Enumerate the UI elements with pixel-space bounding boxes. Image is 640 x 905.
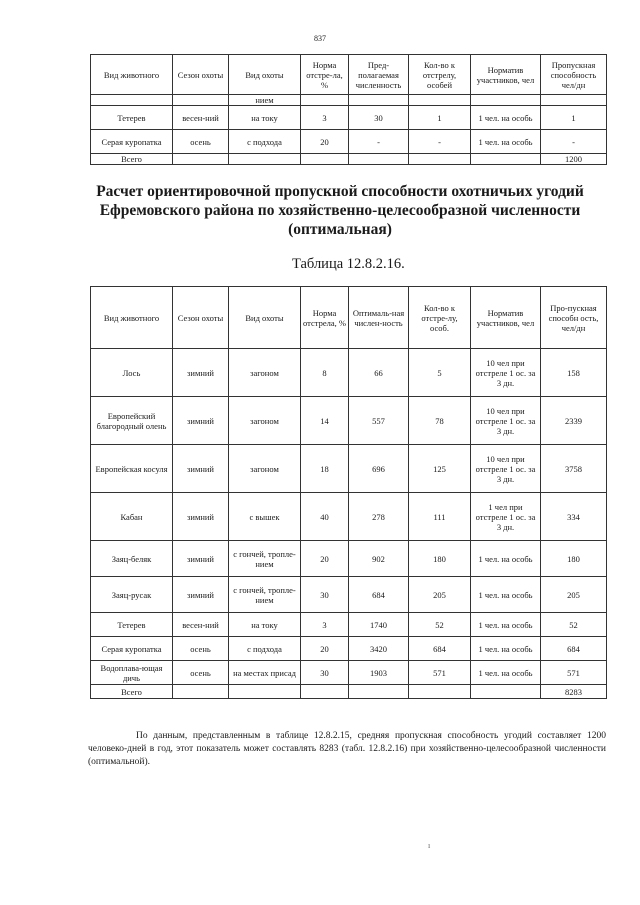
- t2-cell: на току: [229, 613, 301, 637]
- t2-total-label: Всего: [91, 685, 173, 699]
- table-row: [91, 493, 607, 541]
- t2-cell: 14: [301, 397, 349, 445]
- t2-cell: 78: [409, 397, 471, 445]
- t2-cell: Заяц-русак: [91, 577, 173, 613]
- empty-cell: [229, 685, 301, 699]
- t2-cell: Тетерев: [91, 613, 173, 637]
- t1-cell: 1 чел. на особь: [471, 106, 541, 130]
- empty-cell: [229, 154, 301, 165]
- t2-cell: зимний: [173, 493, 229, 541]
- t1-header-cell: Кол-во к отстрелу, особей: [409, 55, 471, 95]
- empty-cell: [409, 154, 471, 165]
- t1-cell: 3: [301, 106, 349, 130]
- t1-header-cell: Норма отстре-ла, %: [301, 55, 349, 95]
- t2-cell: 902: [349, 541, 409, 577]
- section-heading: Расчет ориентировочной пропускной способности охотничьих угодий Ефремовского района по хозяйственно-целесообразной численности (оптимальная): [96, 183, 584, 238]
- t2-cell: 3: [301, 613, 349, 637]
- t2-total-value: 8283: [541, 685, 607, 699]
- t2-cell: загоном: [229, 349, 301, 397]
- table-1: [90, 54, 607, 165]
- t2-cell: 571: [409, 661, 471, 685]
- table-1-carry-row: [91, 95, 607, 106]
- table-1-header-row: [91, 55, 607, 95]
- t1-total-value: 1200: [541, 154, 607, 165]
- t2-cell: загоном: [229, 445, 301, 493]
- t2-header-cell: Вид охоты: [229, 287, 301, 349]
- table-row: [91, 397, 607, 445]
- t1-cell: весен-ний: [173, 106, 229, 130]
- t2-cell: 278: [349, 493, 409, 541]
- t1-cell: Тетерев: [91, 106, 173, 130]
- t2-cell: 158: [541, 349, 607, 397]
- t2-cell: Кабан: [91, 493, 173, 541]
- t2-cell: Серая куропатка: [91, 637, 173, 661]
- empty-cell: [301, 154, 349, 165]
- t2-cell: 30: [301, 661, 349, 685]
- t2-cell: 125: [409, 445, 471, 493]
- t2-cell: 10 чел при отстреле 1 ос. за 3 дн.: [471, 445, 541, 493]
- t2-cell: 3420: [349, 637, 409, 661]
- t2-cell: 1 чел. на особь: [471, 661, 541, 685]
- t2-cell: 1 чел при отстреле 1 ос. за 3 дн.: [471, 493, 541, 541]
- empty-cell: [349, 95, 409, 106]
- t1-cell: -: [349, 130, 409, 154]
- t2-cell: 205: [409, 577, 471, 613]
- t2-cell: весен-ний: [173, 613, 229, 637]
- t1-cell: Серая куропатка: [91, 130, 173, 154]
- empty-cell: [471, 685, 541, 699]
- t2-cell: осень: [173, 637, 229, 661]
- empty-cell: [349, 685, 409, 699]
- t2-cell: 20: [301, 541, 349, 577]
- t1-cell: 1: [541, 106, 607, 130]
- t1-cell: 1 чел. на особь: [471, 130, 541, 154]
- t2-cell: 8: [301, 349, 349, 397]
- t1-cell: 30: [349, 106, 409, 130]
- t2-cell: осень: [173, 661, 229, 685]
- t2-header-cell: Вид животного: [91, 287, 173, 349]
- t2-cell: 30: [301, 577, 349, 613]
- t2-cell: загоном: [229, 397, 301, 445]
- scan-mark: ı: [428, 841, 431, 850]
- table-row: [91, 661, 607, 685]
- t1-total-label: Всего: [91, 154, 173, 165]
- t2-cell: 1 чел. на особь: [471, 541, 541, 577]
- t2-cell: 66: [349, 349, 409, 397]
- empty-cell: [173, 154, 229, 165]
- empty-cell: [301, 95, 349, 106]
- t2-cell: 1 чел. на особь: [471, 577, 541, 613]
- t2-cell: с гончей, тропле-нием: [229, 541, 301, 577]
- t2-cell: на местах присад: [229, 661, 301, 685]
- t1-cell: -: [541, 130, 607, 154]
- empty-cell: [349, 154, 409, 165]
- table-row: [91, 106, 607, 130]
- empty-cell: [173, 685, 229, 699]
- t2-cell: 696: [349, 445, 409, 493]
- t2-cell: 52: [409, 613, 471, 637]
- table-2-total-row: [91, 685, 607, 699]
- t2-cell: Лось: [91, 349, 173, 397]
- t2-header-cell: Сезон охоты: [173, 287, 229, 349]
- t2-cell: 1903: [349, 661, 409, 685]
- t1-header-cell: Пред-полагаемая численность: [349, 55, 409, 95]
- table-2-header-row: [91, 287, 607, 349]
- t1-cell: осень: [173, 130, 229, 154]
- t2-header-cell: Про-пускная способн ость, чел/дн: [541, 287, 607, 349]
- t2-cell: 571: [541, 661, 607, 685]
- t1-cell: на току: [229, 106, 301, 130]
- t2-cell: 111: [409, 493, 471, 541]
- empty-cell: [541, 95, 607, 106]
- t2-cell: 3758: [541, 445, 607, 493]
- t2-cell: 334: [541, 493, 607, 541]
- t2-cell: с вышек: [229, 493, 301, 541]
- t2-cell: 40: [301, 493, 349, 541]
- t2-cell: 1740: [349, 613, 409, 637]
- t1-cell: с подхода: [229, 130, 301, 154]
- t2-header-cell: Кол-во к отстре-лу, особ.: [409, 287, 471, 349]
- t1-carry-text: нием: [229, 95, 301, 106]
- t2-cell: с подхода: [229, 637, 301, 661]
- t2-cell: 684: [541, 637, 607, 661]
- t1-header-cell: Норматив участников, чел: [471, 55, 541, 95]
- table-row: [91, 349, 607, 397]
- empty-cell: [173, 95, 229, 106]
- t1-cell: 1: [409, 106, 471, 130]
- empty-cell: [301, 685, 349, 699]
- t2-cell: 205: [541, 577, 607, 613]
- t1-cell: -: [409, 130, 471, 154]
- t1-header-cell: Вид охоты: [229, 55, 301, 95]
- t2-cell: 2339: [541, 397, 607, 445]
- conclusion-paragraph: [88, 730, 606, 769]
- t2-header-cell: Норматив участников, чел: [471, 287, 541, 349]
- t2-cell: зимний: [173, 349, 229, 397]
- table-row: [91, 445, 607, 493]
- empty-cell: [91, 95, 173, 106]
- t2-cell: 684: [349, 577, 409, 613]
- table-row: [91, 130, 607, 154]
- t2-cell: 557: [349, 397, 409, 445]
- t2-cell: Европейская косуля: [91, 445, 173, 493]
- t1-header-cell: Сезон охоты: [173, 55, 229, 95]
- t2-cell: Водоплава-ющая дичь: [91, 661, 173, 685]
- table-row: [91, 637, 607, 661]
- empty-cell: [471, 154, 541, 165]
- t1-header-cell: Вид животного: [91, 55, 173, 95]
- t2-cell: 1 чел. на особь: [471, 613, 541, 637]
- t2-cell: зимний: [173, 445, 229, 493]
- t2-cell: с гончей, тропле-нием: [229, 577, 301, 613]
- t2-cell: зимний: [173, 397, 229, 445]
- t2-cell: 180: [541, 541, 607, 577]
- table-row: [91, 577, 607, 613]
- t2-cell: 20: [301, 637, 349, 661]
- t2-cell: 18: [301, 445, 349, 493]
- table-1-total-row: [91, 154, 607, 165]
- t2-cell: 10 чел при отстреле 1 ос. за 3 дн.: [471, 349, 541, 397]
- page-number: 837: [314, 34, 326, 43]
- table-row: [91, 613, 607, 637]
- t2-header-cell: Норма отстрела, %: [301, 287, 349, 349]
- paragraph-text: По данным, представленным в таблице 12.8.2.15, средняя пропускная способность угодий составляет 1200 человеко-дней в год, этот показатель может составлять 8283 (табл. 12.8.2.16) при хозяйственно-целесообразной численности (оптимальной).: [88, 731, 606, 767]
- t2-cell: зимний: [173, 541, 229, 577]
- t2-cell: 684: [409, 637, 471, 661]
- t2-cell: 180: [409, 541, 471, 577]
- empty-cell: [409, 685, 471, 699]
- t2-cell: зимний: [173, 577, 229, 613]
- t2-cell: 10 чел при отстреле 1 ос. за 3 дн.: [471, 397, 541, 445]
- table-row: [91, 541, 607, 577]
- t1-header-cell: Пропускная способность чел/дн: [541, 55, 607, 95]
- t2-cell: 1 чел. на особь: [471, 637, 541, 661]
- t2-cell: Европейский благородный олень: [91, 397, 173, 445]
- t2-cell: 52: [541, 613, 607, 637]
- table-2: [90, 286, 607, 699]
- t2-header-cell: Оптималь-ная числен-ность: [349, 287, 409, 349]
- table-caption: Таблица 12.8.2.16.: [292, 256, 405, 272]
- empty-cell: [471, 95, 541, 106]
- t2-cell: 5: [409, 349, 471, 397]
- t2-cell: Заяц-беляк: [91, 541, 173, 577]
- t1-cell: 20: [301, 130, 349, 154]
- empty-cell: [409, 95, 471, 106]
